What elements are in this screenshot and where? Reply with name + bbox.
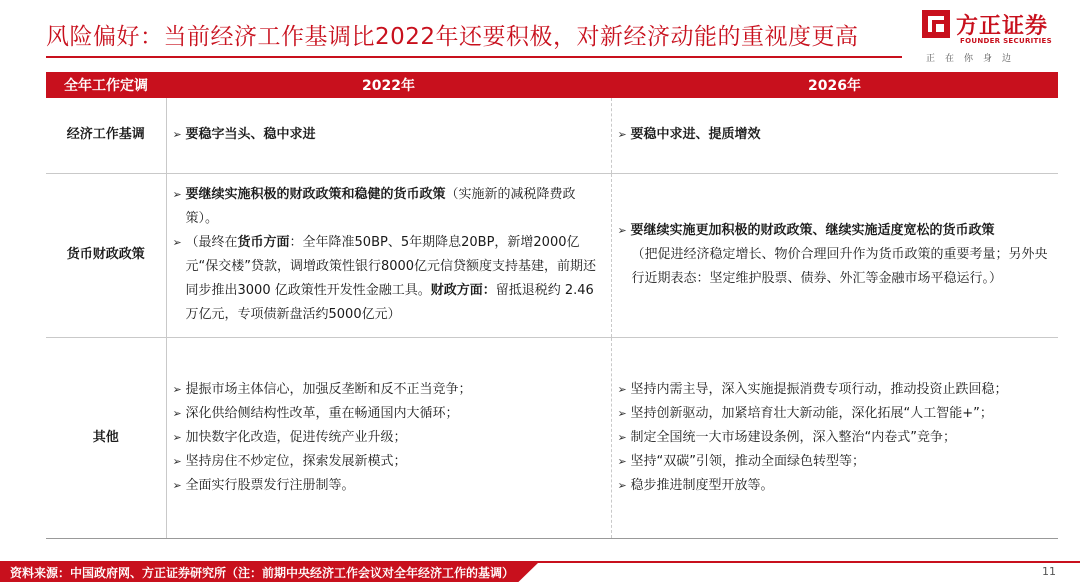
bullet-item: [618, 219, 1053, 243]
list-item-text: 加快数字化改造，促进传统产业升级；: [185, 429, 407, 445]
bullet-item: [173, 183, 605, 231]
header-col-2022: 2022年: [166, 72, 611, 98]
footer-bar: [0, 561, 1080, 582]
table-row: [46, 98, 1058, 173]
bullet-text-bold: 货币方面: [237, 235, 290, 250]
arrow-bullet-icon: ➢: [172, 128, 182, 142]
list-item-text: 全面实行股票发行注册制等。: [185, 477, 355, 493]
title-rule: [46, 56, 902, 58]
row-label-policy: 货币财政政策: [46, 173, 166, 337]
logo-english: FOUNDER SECURITIES: [960, 37, 1052, 45]
list-item-text: 坚持房住不炒定位，探索发展新模式；: [185, 453, 407, 469]
bullet-note: （把促进经济稳定增长、物价合理回升作为货币政策的重要考量；另外央行近期表态：坚定维护股票、债券、外汇等金融市场平稳运行。）: [631, 247, 1048, 286]
arrow-bullet-icon: ➢: [617, 224, 627, 237]
row-label-other: 其他: [46, 337, 166, 538]
list-item: [173, 474, 605, 498]
bullet-item: [173, 123, 605, 147]
cell-2022-tone: [166, 98, 611, 173]
list-item: [173, 378, 605, 402]
arrow-bullet-icon: ➢: [172, 430, 182, 444]
founder-logo-icon: [922, 10, 950, 38]
arrow-bullet-icon: ➢: [172, 406, 182, 420]
policy-comparison-table: [46, 72, 1058, 539]
bullet-text: ：全年降准50BP、5年期降息20BP，新增2000亿元“保交楼”贷款，调增政策性银行8000亿元信贷额度支持基建，前期还同步推出3000 亿政策性开发性金融工具。: [185, 235, 597, 298]
list-item: [618, 378, 1053, 402]
arrow-bullet-icon: ➢: [617, 478, 627, 492]
bullet-text-bold: 要继续实施积极的财政政策和稳健的货币政策: [185, 187, 446, 202]
bullet-item: [618, 123, 1053, 147]
bullet-text-bold: 财政方面：: [430, 283, 496, 298]
page-title: 风险偏好：当前经济工作基调比2022年还要积极，对新经济动能的重视度更高: [46, 24, 859, 50]
list-item: [618, 450, 1053, 474]
arrow-bullet-icon: ➢: [617, 454, 627, 468]
logo-slogan: 正在你身边: [926, 54, 1022, 64]
list-item-text: 坚持“双碳”引领，推动全面绿色转型等；: [630, 453, 865, 469]
list-item: [618, 474, 1053, 498]
list-item: [618, 426, 1053, 450]
list-item-text: 坚持内需主导，深入实施提振消费专项行动，推动投资止跌回稳；: [630, 381, 1008, 397]
arrow-bullet-icon: ➢: [172, 382, 182, 396]
bullet-item: [173, 231, 605, 327]
arrow-bullet-icon: ➢: [617, 382, 627, 396]
page-number: 11: [1042, 565, 1056, 578]
table-header-row: [46, 72, 1058, 98]
header-col-2026: 2026年: [611, 72, 1058, 98]
bullet-text: 要稳中求进、提质增效: [630, 127, 761, 143]
bullet-text: 要稳字当头、稳中求进: [185, 127, 316, 143]
table-row: [46, 337, 1058, 538]
bullet-text: （最终在: [185, 235, 238, 250]
list-item: [173, 402, 605, 426]
list-item-text: 深化供给侧结构性改革，重在畅通国内大循环；: [185, 405, 459, 421]
header-col-topic: 全年工作定调: [46, 72, 166, 98]
bullet-text: （实施新的减税降费政策）。: [185, 187, 576, 226]
arrow-bullet-icon: ➢: [617, 406, 627, 420]
list-item-text: 提振市场主体信心，加强反垄断和反不正当竞争；: [185, 381, 472, 397]
cell-2026-tone: [611, 98, 1058, 173]
cell-2022-other: [166, 337, 611, 538]
list-item: [173, 426, 605, 450]
bullet-text: 要继续实施更加积极的财政政策、继续实施适度宽松的货币政策: [630, 223, 995, 238]
list-item: [173, 450, 605, 474]
cell-2026-other: [611, 337, 1058, 538]
list-item-text: 坚持创新驱动，加紧培育壮大新动能，深化拓展“人工智能+”；: [630, 405, 993, 421]
arrow-bullet-icon: ➢: [172, 454, 182, 468]
arrow-bullet-icon: ➢: [617, 128, 627, 142]
list-item-text: 稳步推进制度型开放等。: [630, 477, 774, 493]
cell-2022-policy: [166, 173, 611, 337]
arrow-bullet-icon: ➢: [617, 430, 627, 444]
arrow-bullet-icon: ➢: [172, 478, 182, 492]
cell-2026-policy: [611, 173, 1058, 337]
source-note: 资料来源：中国政府网、方正证券研究所（注：前期中央经济工作会议对全年经济工作的基调）: [10, 566, 515, 580]
row-label-tone: 经济工作基调: [46, 98, 166, 173]
arrow-bullet-icon: ➢: [172, 236, 182, 249]
logo-name: 方正证券: [956, 14, 1049, 39]
list-item: [618, 402, 1053, 426]
list-item-text: 制定全国统一大市场建设条例，深入整治“内卷式”竞争；: [630, 429, 956, 445]
arrow-bullet-icon: ➢: [172, 188, 182, 201]
table-row: [46, 173, 1058, 337]
bullet-text: 留抵退税约 2.46 万亿元，专项债新盘活约5000亿元）: [185, 283, 594, 322]
founder-logo: [912, 4, 1072, 64]
